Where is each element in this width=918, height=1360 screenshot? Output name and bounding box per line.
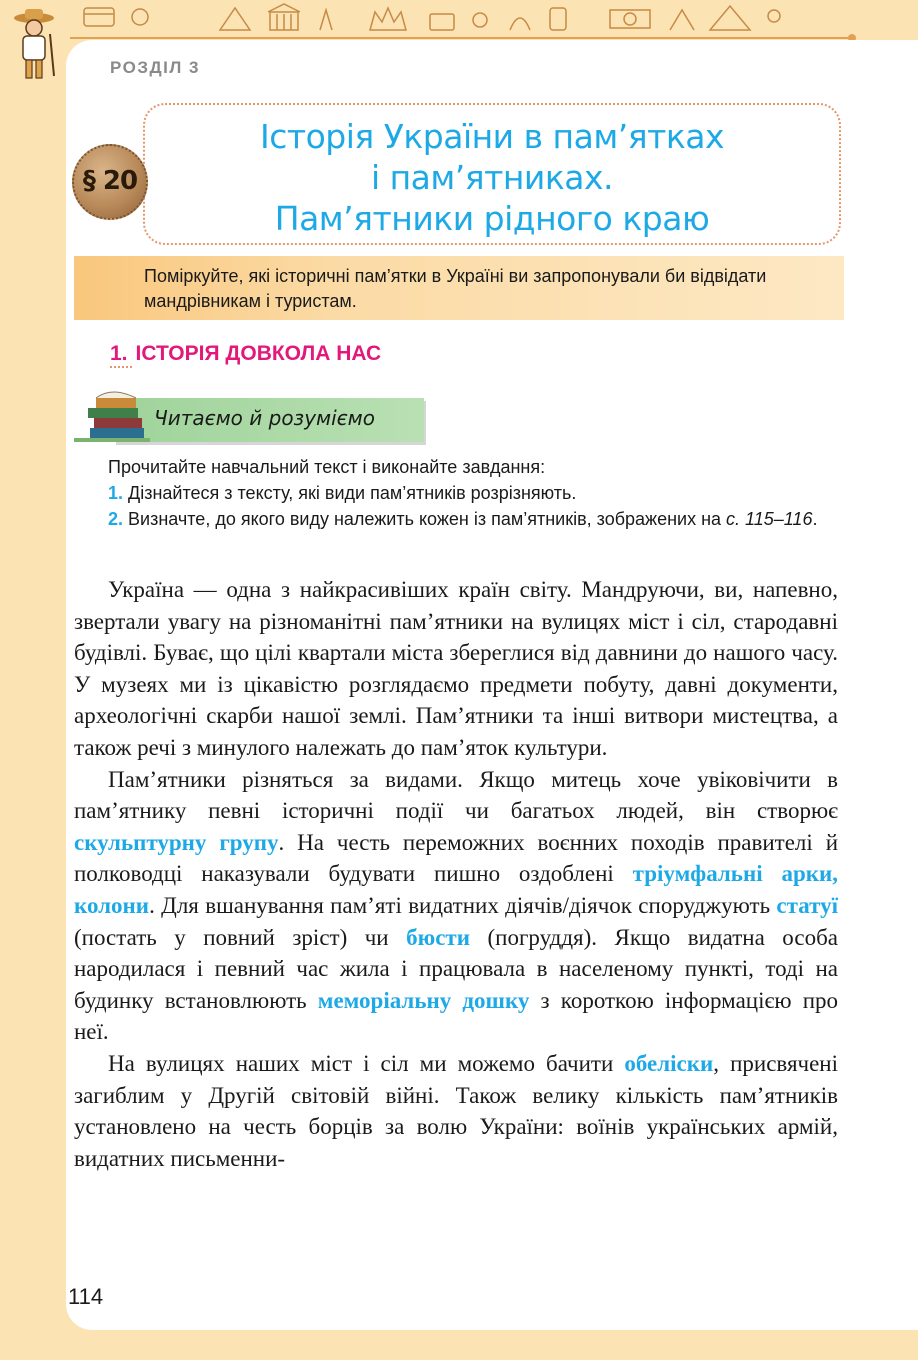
p2-text-f: з короткою інформацією про неї. — [74, 987, 839, 1045]
task-lead: Прочитайте навчальний текст і виконайте завдання: — [108, 457, 546, 477]
landmarks-decoration-strip — [70, 0, 860, 40]
paragraph-2 — [74, 764, 838, 1048]
p3-text-b: , присвячені загиблим у Другій світовій війні. Також велику кількість пам’ятників установлено на честь борців за волю України: воїнів українських армій, видатних письменни- — [74, 1050, 839, 1171]
p3-text-a: На вулицях наших міст і сіл ми можемо бачити — [108, 1050, 625, 1076]
paragraph-3 — [74, 1048, 838, 1174]
term-obelisks: обеліски — [624, 1050, 714, 1076]
corner-decoration — [0, 0, 66, 84]
title-line-1: Історія України в пам’ятках — [259, 117, 725, 156]
task-item-1 — [74, 480, 844, 506]
task-item-2-number: 2. — [108, 509, 124, 529]
traveler-icon — [6, 6, 62, 82]
term-memorial-plaque: меморіальну дошку — [317, 987, 530, 1013]
page-number: 114 — [68, 1284, 104, 1309]
term-statues: статуї — [776, 892, 838, 918]
paragraph-1: Україна — одна з найкрасивіших країн світу. Мандруючи, ви, напевно, звертали увагу на різноманітні пам’ятники на вулицях міст і сіл, стародавні будівлі. Буває, що цілі квартали міста збереглися від давнини до нашого часу. У музеях ми із цікавістю розглядаємо предмети побуту, давні документи, археологічні скарби нашої землі. Пам’ятники та інші витвори мистецтва, а також речі з минулого належать до пам’яток культури. — [74, 577, 838, 760]
section-number: 1. — [110, 342, 132, 368]
paragraph-number: § 20 — [82, 166, 138, 196]
chapter-title — [143, 116, 841, 239]
books-icon — [74, 384, 150, 444]
task-block — [74, 454, 844, 532]
p2-text-b: . На честь переможних воєнних походів правителі й полководці наказували будувати пишно оздоблені — [74, 829, 838, 887]
intro-question: Поміркуйте, які історичні пам’ятки в Україні ви запропонували би відвідати мандрівникам і туристам. — [144, 266, 767, 311]
task-item-1-number: 1. — [108, 483, 124, 503]
task-item-1-text: Дізнайтеся з тексту, які види пам’ятників розрізняють. — [123, 483, 577, 503]
title-line-2: і пам’ятниках. — [370, 158, 614, 197]
body-text — [74, 574, 838, 1174]
p2-text-d: (постать у повний зріст) чи — [74, 924, 407, 950]
task-item-2-page-ref: с. 115–116 — [726, 509, 813, 529]
task-item-2-text: Визначте, до якого виду належить кожен із пам’ятників, зображених на — [123, 509, 727, 529]
term-busts: бюсти — [406, 924, 470, 950]
term-triumphal-arches: тріумфальні арки, колони — [74, 861, 838, 918]
p2-text-e: (погруддя). Якщо видатна особа народилася і певний час жила і працювала в населеному пункті, тоді на будинку встановлюють — [74, 924, 838, 1013]
section-heading — [110, 342, 381, 368]
p2-text-c: . Для вшанування пам’яті видатних діячів/діячок споруджують — [149, 892, 777, 918]
section-label: РОЗДІЛ 3 — [110, 58, 200, 77]
reading-label: Читаємо й розуміємо — [154, 406, 375, 430]
reading-ribbon — [114, 398, 424, 442]
section-title: ІСТОРІЯ ДОВКОЛА НАС — [135, 342, 382, 365]
task-item-2 — [74, 506, 844, 532]
task-item-2-end: . — [812, 509, 818, 529]
term-sculpture-group: скульптурну групу — [74, 829, 279, 855]
title-line-3: Пам’ятники рідного краю — [274, 199, 710, 238]
p2-text-a: Пам’ятники різняться за видами. Якщо митець хоче увіковічити в пам’ятнику певні історичні події чи багатьох людей, він створює — [74, 766, 838, 824]
paragraph-badge — [72, 144, 148, 220]
